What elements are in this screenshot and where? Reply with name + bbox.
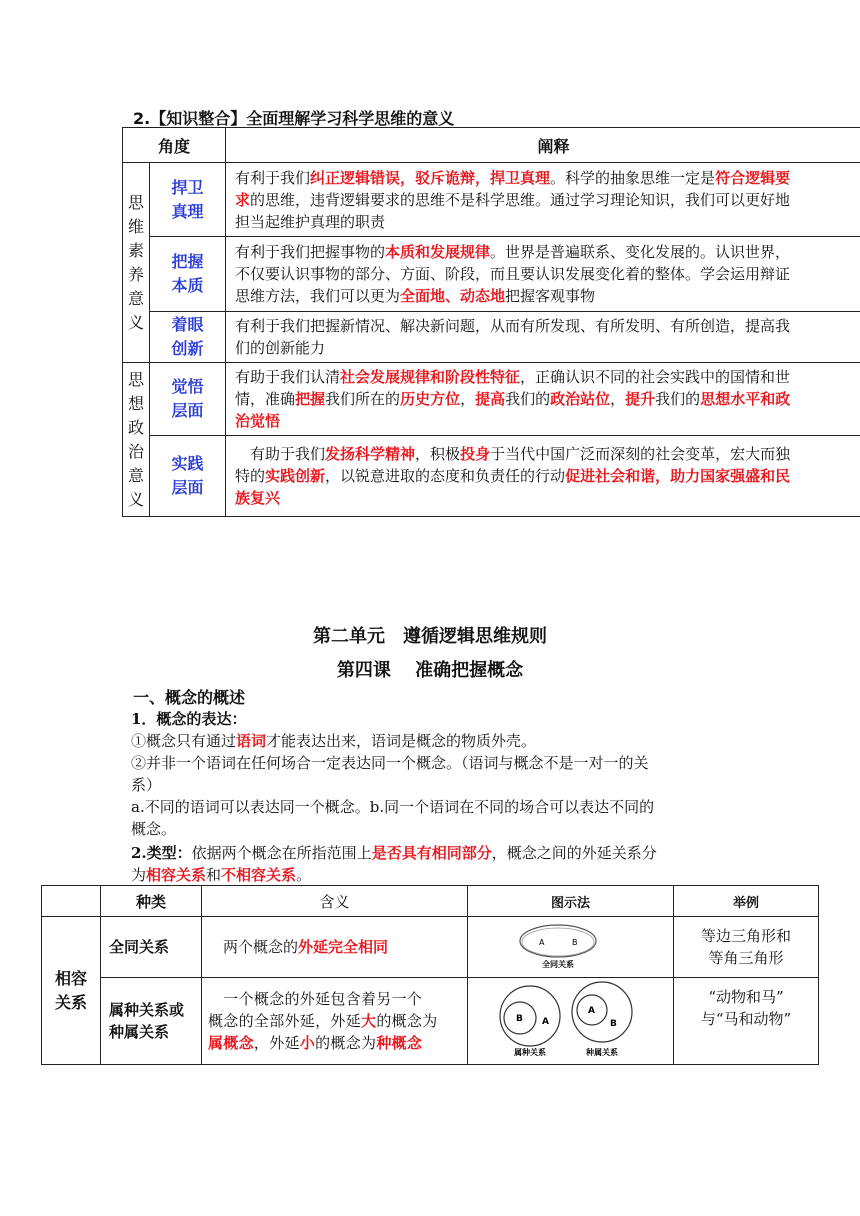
angle-cell xyxy=(150,436,226,517)
diagram-caption: 属种关系 xyxy=(514,1048,546,1057)
emphasis-text: 种概念 xyxy=(376,1034,423,1052)
emphasis-text: 是否具有相同部分 xyxy=(371,844,492,862)
body-text: 概念的全部外延，外延 xyxy=(208,1012,362,1030)
cell-label: 相容关系 xyxy=(55,968,88,1012)
emphasis-text: 族复兴 xyxy=(235,489,281,507)
example-cell xyxy=(674,917,819,978)
cell-label: 属种关系或种属关系 xyxy=(109,1001,185,1041)
body-text: 和 xyxy=(206,866,222,884)
body-text: ，正确认识不同的社会实践中的国情和世 xyxy=(520,368,791,386)
example-cell xyxy=(674,978,819,1065)
emphasis-text: 历史方位 xyxy=(400,390,461,408)
body-text: 有利于我们把握事物的 xyxy=(235,243,386,261)
emphasis-text: 相容关系 xyxy=(146,866,207,884)
text-line xyxy=(235,487,860,509)
paragraph-line xyxy=(131,864,311,886)
text-line xyxy=(208,988,461,1010)
text-line xyxy=(235,337,860,359)
body-text: 系） xyxy=(131,776,162,794)
body-text: 依据两个概念在所指范围上 xyxy=(191,844,372,862)
genus-species-diagram xyxy=(468,978,674,1060)
angle-cell xyxy=(150,363,226,436)
body-text: 为 xyxy=(131,866,147,884)
group-thinking xyxy=(123,163,150,363)
group-political xyxy=(123,363,150,517)
angle-cell xyxy=(150,163,226,237)
paragraph-line xyxy=(131,842,657,864)
explanation-cell xyxy=(226,363,860,436)
kind-genus-species xyxy=(101,978,202,1065)
emphasis-text: 大 xyxy=(361,1012,377,1030)
paragraph-line xyxy=(131,818,176,840)
emphasis-text: 思想水平和政 xyxy=(700,390,791,408)
circle-label-b: B xyxy=(610,1019,617,1029)
emphasis-text: 投身 xyxy=(460,445,491,463)
text-line xyxy=(235,211,860,233)
text-line xyxy=(235,167,860,189)
emphasis-text: 促进社会和谐，助力国家强盛和民 xyxy=(565,467,791,485)
emphasis-text: 发扬科学精神 xyxy=(325,445,416,463)
emphasis-text: 政治站位 xyxy=(550,390,611,408)
lesson-title: 第四课 准确把握概念 xyxy=(336,660,524,681)
body-text: ， xyxy=(460,390,476,408)
cell-label: 把握本质 xyxy=(171,252,204,295)
text-line: 与“马和动物” xyxy=(700,1010,792,1028)
emphasis-text: 治觉悟 xyxy=(235,412,281,430)
relation-table xyxy=(41,885,819,1065)
emphasis-text: 语词 xyxy=(236,732,267,750)
circle-label-a: A xyxy=(542,1017,549,1027)
header-example: 举例 xyxy=(674,886,819,917)
text-line xyxy=(235,388,860,410)
text-line xyxy=(208,1010,461,1032)
explanation-cell xyxy=(226,237,860,312)
body-text: 我们的 xyxy=(655,390,701,408)
body-text: 一个概念的外延包含着另一个 xyxy=(208,990,423,1008)
text-line: 等边三角形和 xyxy=(700,927,791,945)
text-line xyxy=(235,315,860,337)
text-line xyxy=(235,366,860,388)
identity-diagram xyxy=(468,917,674,973)
meaning-cell xyxy=(202,917,468,978)
body-text: 我们的 xyxy=(505,390,551,408)
cell-label: 觉悟层面 xyxy=(171,377,204,420)
paragraph-line xyxy=(131,730,536,752)
explanation-cell xyxy=(226,312,860,363)
section-heading: 2.【知识整合】全面理解学习科学思维的意义 xyxy=(133,109,455,128)
emphasis-text: 实践创新 xyxy=(265,467,326,485)
vertical-label: 思维素养意义 xyxy=(128,192,145,332)
body-text: 有助于我们 xyxy=(235,445,326,463)
group-compatible xyxy=(42,917,101,1065)
emphasis-text: 符合逻辑要 xyxy=(715,168,791,187)
cell-label: 着眼创新 xyxy=(171,315,204,358)
paragraph-line xyxy=(131,752,649,774)
body-text: ， xyxy=(610,390,626,408)
body-text: 才能表达出来，语词是概念的物质外壳。 xyxy=(266,732,537,750)
emphasis-text: 提高 xyxy=(475,390,506,408)
text-line xyxy=(235,263,860,285)
body-text: 有助于我们认清 xyxy=(235,368,341,386)
emphasis-text: 把握 xyxy=(295,390,326,408)
body-text: 2.类型： xyxy=(131,844,192,862)
emphasis-text: 小 xyxy=(299,1034,316,1052)
emphasis-text: 纠正逻辑错误，驳斥诡辩，捍卫真理 xyxy=(310,168,551,187)
body-text: ①概念只有通过 xyxy=(131,732,237,750)
emphasis-text: 社会发展规律和阶段性特征 xyxy=(340,368,521,386)
body-text: ②并非一个语词在任何场合一定表达同一个概念。（语词与概念不是一对一的关 xyxy=(131,754,649,772)
circle-label-b: B xyxy=(572,938,578,947)
emphasis-text: 求 xyxy=(235,190,251,209)
vertical-label: 思想政治意义 xyxy=(128,369,145,509)
body-text: 两个概念的 xyxy=(208,938,299,956)
paragraph-line xyxy=(131,708,246,730)
body-text: 。世界是普遍联系、变化发展的。认识世界， xyxy=(490,243,791,261)
emphasis-text: 属概念 xyxy=(208,1034,254,1052)
body-text: 把握客观事物 xyxy=(505,287,596,305)
unit-title: 第二单元 遵循逻辑思维规则 xyxy=(313,626,547,647)
circle-label-b: B xyxy=(516,1014,523,1024)
body-text: ，外延 xyxy=(253,1034,300,1052)
body-text: 特的 xyxy=(235,467,266,485)
header-meaning: 含义 xyxy=(202,886,468,917)
body-text: 们的创新能力 xyxy=(235,339,326,357)
explanation-cell xyxy=(226,163,860,237)
emphasis-text: 本质和发展规律 xyxy=(385,243,491,261)
angle-cell xyxy=(150,312,226,363)
paragraph-line xyxy=(131,774,161,796)
body-text: ，概念之间的外延关系分 xyxy=(491,844,657,862)
text-line xyxy=(208,1032,461,1054)
body-text: 的概念为 xyxy=(315,1034,377,1052)
body-text: 思维方法，我们可以更为 xyxy=(235,287,401,305)
explanation-cell xyxy=(226,436,860,517)
circle-label-a: A xyxy=(539,938,545,947)
body-text: 有利于我们 xyxy=(235,168,311,187)
diagram-caption: 全同关系 xyxy=(542,960,574,969)
circle-label-a: A xyxy=(588,1006,595,1016)
body-text: 的思维，违背逻辑要求的思维不是科学思维。通过学习理论知识，我们可以更好地 xyxy=(250,190,791,209)
header-kind: 种类 xyxy=(101,886,202,917)
body-text: ，积极 xyxy=(415,445,461,463)
body-text: 。 xyxy=(296,866,312,884)
header-empty xyxy=(42,886,101,917)
kind-identity: 全同关系 xyxy=(101,917,202,978)
angle-cell xyxy=(150,237,226,312)
text-line: “动物和马” xyxy=(708,988,784,1006)
body-text: 我们所在的 xyxy=(325,390,401,408)
section-one-heading: 一、概念的概述 xyxy=(133,688,246,707)
emphasis-text: 外延完全相同 xyxy=(298,938,389,956)
body-text: 。科学的抽象思维一定是 xyxy=(550,168,716,187)
text-line xyxy=(208,936,461,958)
emphasis-text: 全面地、动态地 xyxy=(400,287,506,305)
diagram-caption: 种属关系 xyxy=(586,1048,618,1057)
header-angle: 角度 xyxy=(123,128,226,163)
text-line xyxy=(235,410,860,432)
header-explanation: 阐释 xyxy=(226,128,860,163)
body-text: 的概念为 xyxy=(376,1012,438,1030)
text-line xyxy=(235,189,860,211)
meaning-cell xyxy=(202,978,468,1065)
body-text: ，以锐意进取的态度和负责任的行动 xyxy=(325,467,566,485)
body-text: 1．概念的表达： xyxy=(131,710,247,728)
text-line xyxy=(235,465,860,487)
emphasis-text: 不相容关系 xyxy=(221,866,297,884)
body-text: 情，准确 xyxy=(235,390,296,408)
text-line xyxy=(235,241,860,263)
header-diagram: 图示法 xyxy=(468,886,674,917)
diagram-identity xyxy=(468,917,674,978)
body-text: 不仅要认识事物的部分、方面、阶段，而且要认识发展变化着的整体。学会运用辩证 xyxy=(235,265,791,283)
body-text: 于当代中国广泛而深刻的社会变革，宏大而独 xyxy=(490,445,791,463)
cell-label: 实践层面 xyxy=(171,454,204,497)
body-text: a.不同的语词可以表达同一个概念。b.同一个语词在不同的场合可以表达不同的 xyxy=(131,798,655,816)
text-line xyxy=(235,443,860,465)
paragraph-line xyxy=(131,796,654,818)
emphasis-text: 提升 xyxy=(625,390,656,408)
body-text: 有利于我们把握新情况、解决新问题，从而有所发现、有所发明、有所创造，提高我 xyxy=(235,317,791,335)
cell-label: 捍卫真理 xyxy=(171,177,204,221)
diagram-genus-species xyxy=(468,978,674,1065)
text-line xyxy=(235,285,860,307)
body-text: 担当起维护真理的职责 xyxy=(235,212,386,231)
body-text: 概念。 xyxy=(131,820,177,838)
text-line: 等角三角形 xyxy=(708,949,784,967)
significance-table xyxy=(122,127,860,517)
